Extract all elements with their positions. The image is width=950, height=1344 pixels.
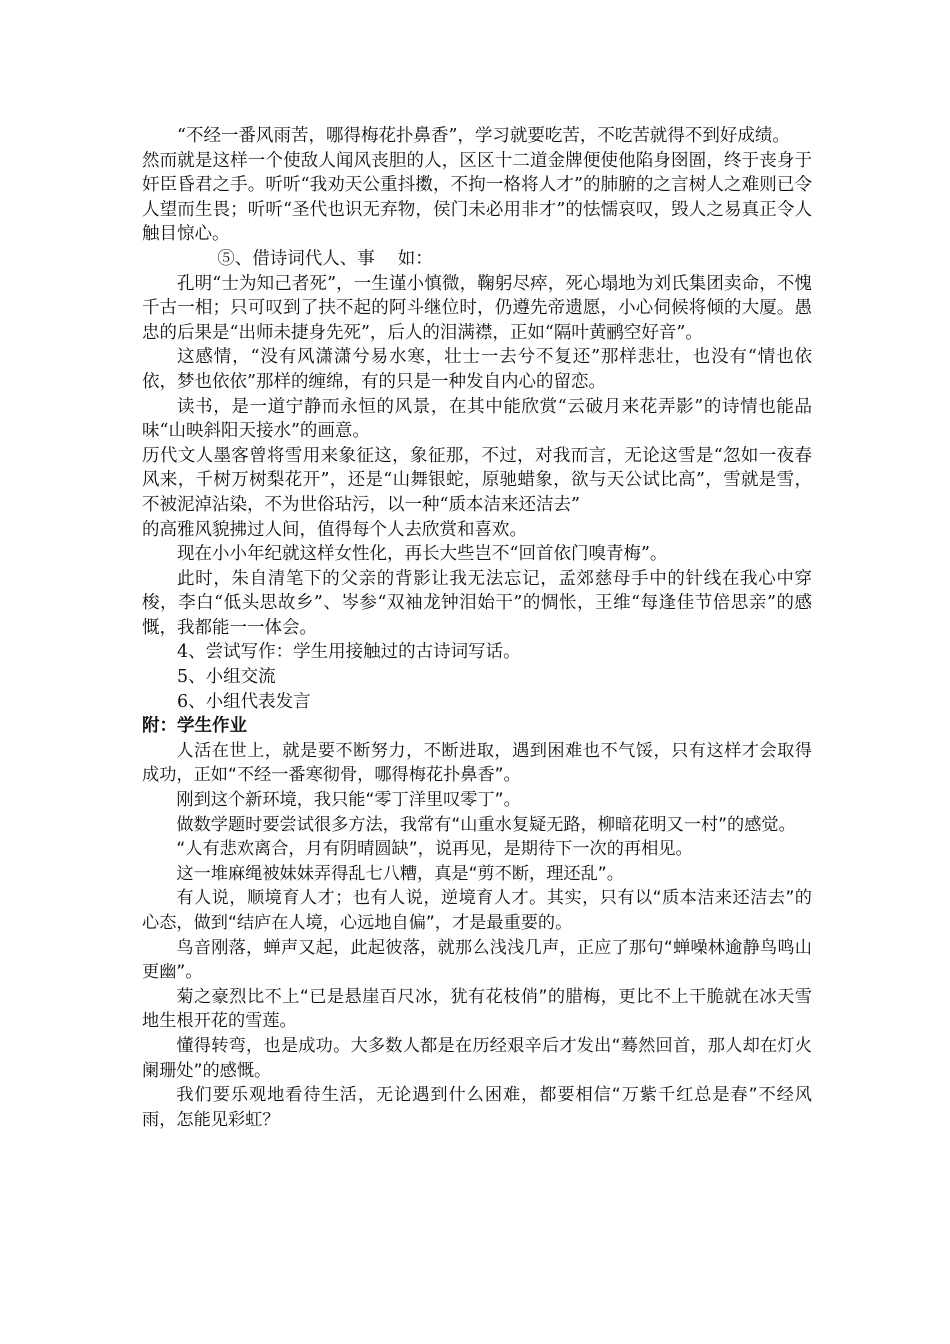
student-work-6: 有人说，顺境育人才；也有人说，逆境育人才。其实，只有以“质本洁来还洁去”的心态，做到“结庐在人境，心远地自偏”，才是最重要的。 <box>142 888 812 933</box>
student-work-3: 做数学题时要尝试很多方法，我常有“山重水复疑无路，柳暗花明又一村”的感觉。 <box>176 814 796 835</box>
paragraph-5: 这感情，“没有风潇潇兮易水寒，壮士一去兮不复还”那样悲壮，也没有“情也依依，梦也依依”那样的缠绵，有的只是一种发自内心的留恋。 <box>142 347 812 392</box>
student-work-5: 这一堆麻绳被妹妹弄得乱七八糟，真是“剪不断，理还乱”。 <box>176 863 624 884</box>
student-work-7: 鸟音刚落，蝉声又起，此起彼落，就那么浅浅几声，正应了那句“蝉噪林逾静鸟鸣山更幽”。 <box>142 937 812 983</box>
student-work-4: “人有悲欢离合，月有阴晴圆缺”，说再见，是期待下一次的再相见。 <box>176 839 693 860</box>
student-work-8: 菊之豪烈比不上“已是悬崖百尺冰，犹有花枝俏”的腊梅，更比不上干脆就在冰天雪地生根开花的雪莲。 <box>142 986 812 1032</box>
student-work-2: 刚到这个新环境，我只能“零丁洋里叹零丁”。 <box>176 790 521 811</box>
section-heading-poetry-for-people: ⑤、借诗词代人、事 如： <box>217 248 433 269</box>
paragraph-2: 然而就是这样一个使敌人闻风丧胆的人，区区十二道金牌便使他陷身囹圄，终于丧身于奸臣昏君之手。听听“我劝天公重抖擞，不拘一格将人才”的肺腑的之言树人之难则已令人望而生畏；听听“圣代也识无弃物，侯门未必用非才”的怯懦哀叹，毁人之易真正令人触目惊心。 <box>142 150 812 245</box>
paragraph-6: 读书，是一道宁静而永恒的风景，在其中能欣赏“云破月来花弄影”的诗情也能品味“山映斜阳天接水”的画意。 <box>142 396 812 442</box>
document-page <box>142 124 812 1132</box>
step-5-group-discussion: 5、小组交流 <box>177 667 276 688</box>
student-work-9: 懂得转弯，也是成功。大多数人都是在历经艰辛后才发出“蓦然回首，那人却在灯火阑珊处”的感慨。 <box>142 1035 812 1081</box>
appendix-heading: 附：学生作业 <box>142 716 247 737</box>
paragraph-7: 历代文人墨客曾将雪用来象征这，象征那，不过，对我而言，无论这雪是“忽如一夜春风来，千树万树梨花开”，还是“山舞银蛇，原驰蜡象，欲与天公试比高”，雪就是雪，不被泥淖沾染，不为世俗玷污，以一种“质本洁来还洁去” <box>142 445 812 515</box>
student-work-10: 我们要乐观地看待生活，无论遇到什么困难，都要相信“万紫千红总是春”不经风雨，怎能见彩虹？ <box>142 1085 812 1130</box>
paragraph-1: “不经一番风雨苦，哪得梅花扑鼻香”，学习就要吃苦，不吃苦就得不到好成绩。 <box>177 126 790 146</box>
paragraph-9: 现在小小年纪就这样女性化，再长大些岂不“回首依门嗅青梅”。 <box>177 544 668 565</box>
paragraph-10: 此时，朱自清笔下的父亲的背影让我无法忘记，孟郊慈母手中的针线在我心中穿梭，李白“低头思故乡”、岑参“双袖龙钟泪始干”的惆怅，王维“每逢佳节倍思亲”的感慨，我都能一一体会。 <box>142 568 812 638</box>
paragraph-4: 孔明“士为知己者死”，一生谨小慎微，鞠躬尽瘁，死心塌地为刘氏集团卖命，不愧千古一相；只可叹到了扶不起的阿斗继位时，仍遵先帝遗愿，小心伺候将倾的大厦。愚忠的后果是“出师未捷身先死”，后人的泪满襟，正如“隔叶黄鹂空好音”。 <box>142 273 812 343</box>
student-work-1: 人活在世上，就是要不断努力，不断进取，遇到困难也不气馁，只有这样才会取得成功，正如“不经一番寒彻骨，哪得梅花扑鼻香”。 <box>142 740 812 786</box>
step-6-group-presentation: 6、小组代表发言 <box>177 691 311 712</box>
paragraph-8: 的高雅风貌拂过人间，值得每个人去欣赏和喜欢。 <box>142 519 527 540</box>
step-4-writing: 4、尝试写作：学生用接触过的古诗词写话。 <box>177 642 521 663</box>
